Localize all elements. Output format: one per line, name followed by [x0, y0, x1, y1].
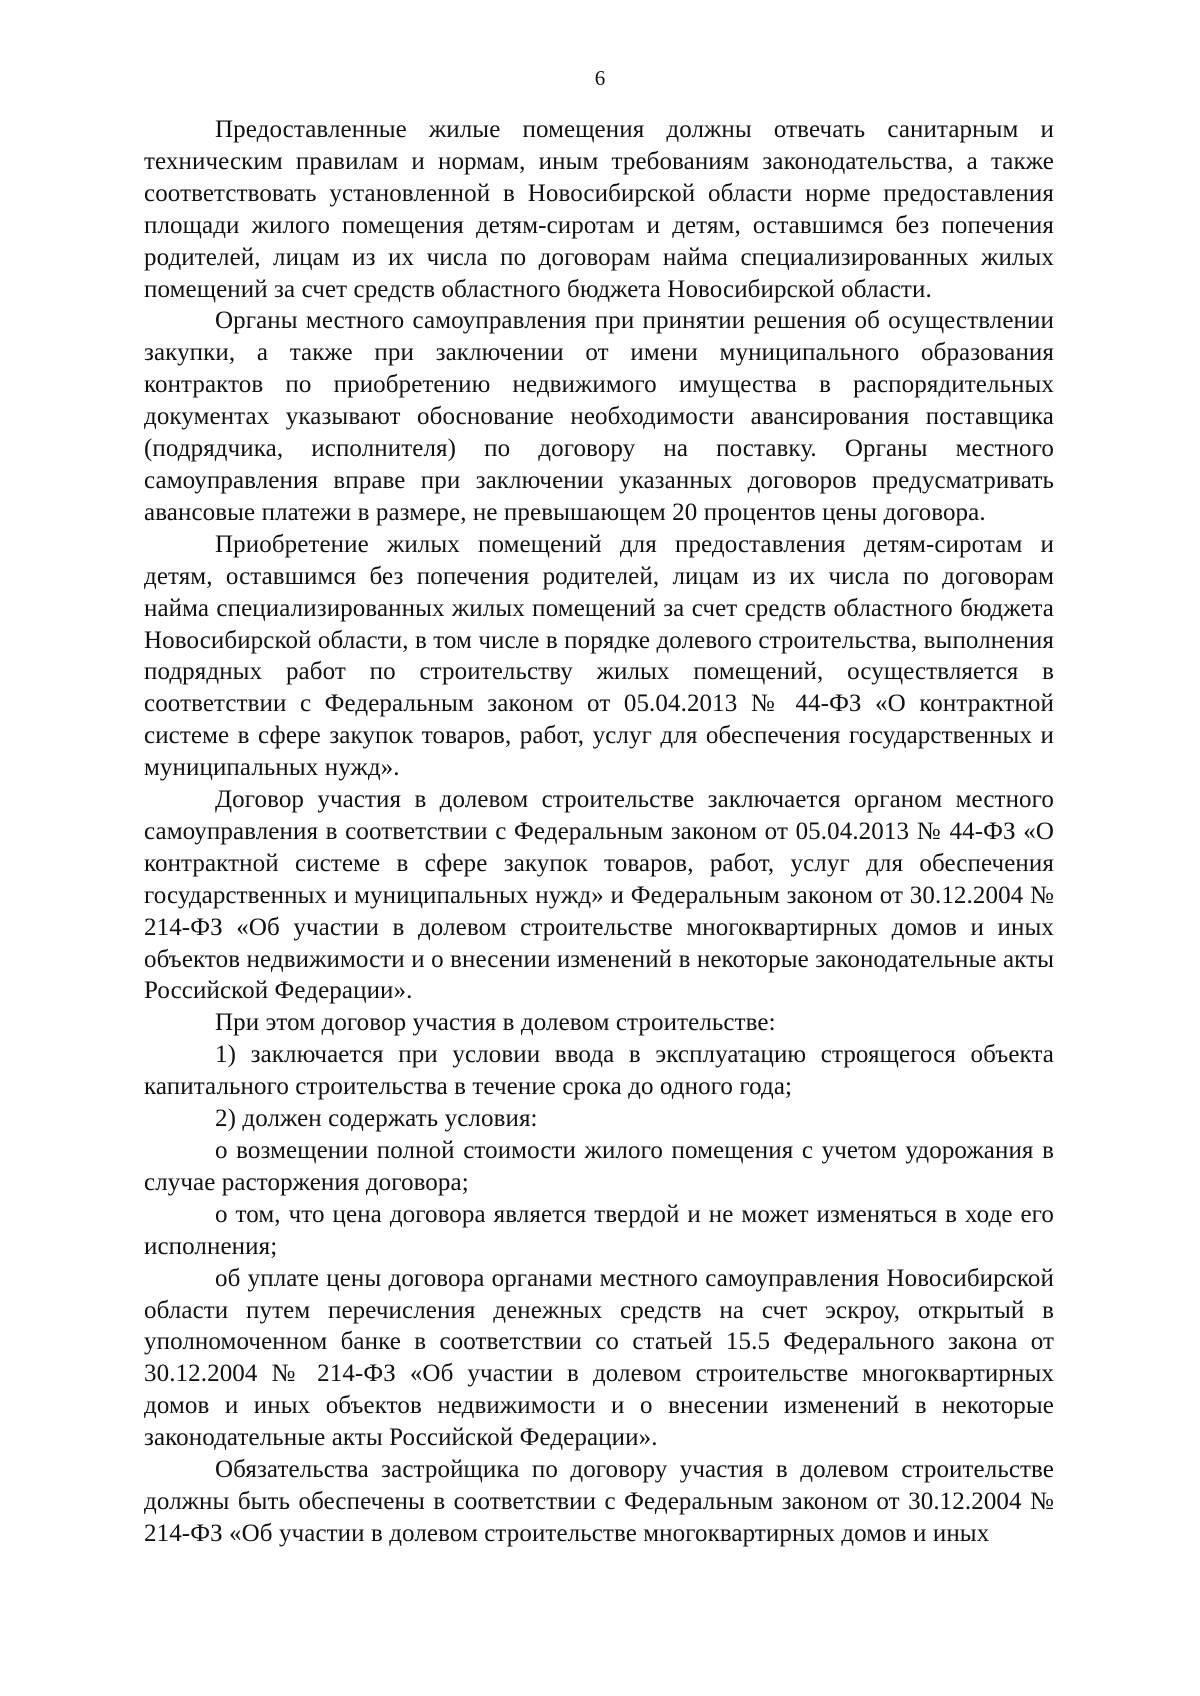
paragraph-acquisition-procedure: Приобретение жилых помещений для предоставления детям-сиротам и детям, оставшимся без попечения родителей, лицам из их числа по договорам найма специализированных жилых помещений за счет средств областного бюджета Новосибирской области, в том числе в порядке долевого строительства, выполнения подрядных работ по строительству жилых помещений, осуществляется в соответствии с Федеральным законом от 05.04.2013 № 44-ФЗ «О контрактной системе в сфере закупок товаров, работ, услуг для обеспечения государственных и муниципальных нужд». [144, 530, 1054, 782]
paragraph-dwelling-requirements: Предоставленные жилые помещения должны отвечать санитарным и техническим правилам и нормам, иным требованиям законодательства, а также соответствовать установленной в Новосибирской области норме предоставления площади жилого помещения детям-сиротам и детям, оставшимся без попечения родителей, лицам из их числа по договорам найма специализированных жилых помещений за счет средств областного бюджета Новосибирской области. [144, 116, 1054, 303]
condition-compensation: о возмещении полной стоимости жилого помещения с учетом удорожания в случае расторжения договора; [144, 1137, 1054, 1196]
paragraph-contract-intro: При этом договор участия в долевом строительстве: [215, 1009, 776, 1037]
list-item-1: 1) заключается при условии ввода в эксплуатацию строящегося объекта капитального строительства в течение срока до одного года; [144, 1041, 1054, 1101]
condition-fixed-price: о том, что цена договора является твердой и не может изменяться в ходе его исполнения; [144, 1200, 1054, 1260]
paragraph-developer-obligations: Обязательства застройщика по договору участия в долевом строительстве должны быть обеспечены в соответствии с Федеральным законом от 30.12.2004 № 214-ФЗ «Об участии в долевом строительстве многоквартирных домов и иных [144, 1456, 1054, 1547]
paragraph-shared-construction-contract: Договор участия в долевом строительстве заключается органом местного самоуправления в соответствии с Федеральным законом от 05.04.2013 № 44-ФЗ «О контрактной системе в сфере закупок товаров, работ, услуг для обеспечения государственных и муниципальных нужд» и Федеральным законом от 30.12.2004 № 214-ФЗ «Об участии в долевом строительстве многоквартирных домов и иных объектов недвижимости и о внесении изменений в некоторые законодательные акты Российской Федерации». [144, 786, 1054, 1005]
paragraph-advance-payments: Органы местного самоуправления при принятии решения об осуществлении закупки, а также при заключении от имени муниципального образования контрактов по приобретению недвижимого имущества в распорядительных документах указывают обоснование необходимости авансирования поставщика (подрядчика, исполнителя) по договору на поставку. Органы местного самоуправления вправе при заключении указанных договоров предусматривать авансовые платежи в размере, не превышающем 20 процентов цены договора. [144, 307, 1054, 526]
list-item-2: 2) должен содержать условия: [215, 1105, 538, 1133]
page-number: 6 [594, 66, 606, 90]
document-body [144, 114, 1054, 1550]
condition-escrow-payment: об уплате цены договора органами местного самоуправления Новосибирской области путем перечисления денежных средств на счет эскроу, открытый в уполномоченном банке в соответствии со статьей 15.5 Федерального закона от 30.12.2004 № 214-ФЗ «Об участии в долевом строительстве многоквартирных домов и иных объектов недвижимости и о внесении изменений в некоторые законодательные акты Российской Федерации». [144, 1264, 1054, 1452]
